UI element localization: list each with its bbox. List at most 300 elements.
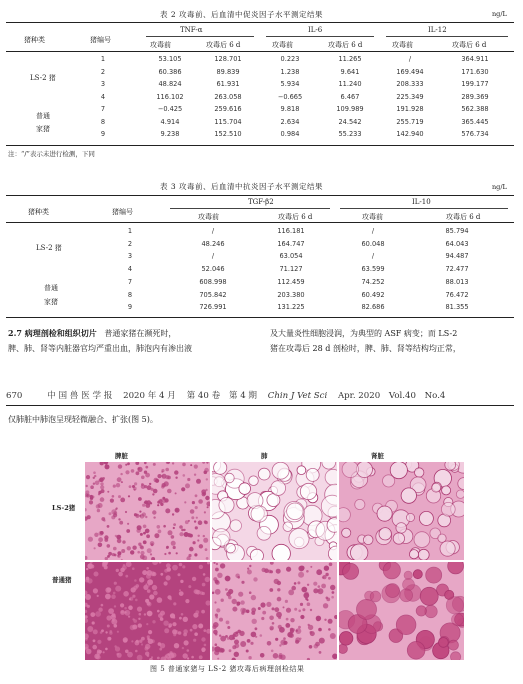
table2-row-id: 8 xyxy=(100,117,106,126)
tissue-cell xyxy=(202,649,205,652)
tissue-cell xyxy=(86,494,88,496)
tissue-cell xyxy=(379,528,391,540)
tissue-cell xyxy=(172,629,177,634)
tissue-cell xyxy=(157,610,160,613)
table2-row-id: 4 xyxy=(100,92,106,101)
tissue-cell xyxy=(150,553,152,555)
tissue-cell xyxy=(318,628,322,632)
table3-cell: / xyxy=(211,227,215,235)
tissue-cell xyxy=(216,608,220,612)
tissue-cell xyxy=(179,591,184,596)
tissue-cell xyxy=(139,515,141,517)
table2-cell: 11.265 xyxy=(338,55,362,63)
tissue-cell xyxy=(330,585,335,590)
tissue-cell xyxy=(278,616,281,619)
tissue-cell xyxy=(183,653,188,658)
tissue-cell xyxy=(181,613,184,616)
figure-panel-spleen-ls2 xyxy=(85,462,210,560)
tissue-cell xyxy=(215,614,218,617)
tissue-cell xyxy=(96,504,100,508)
tissue-cell xyxy=(445,462,456,470)
tissue-cell xyxy=(166,563,171,568)
spleen-common-micrograph xyxy=(85,562,210,660)
tissue-cell xyxy=(401,488,416,503)
tissue-cell xyxy=(86,568,88,570)
tissue-cell xyxy=(133,487,137,491)
tissue-cell xyxy=(168,530,173,535)
tissue-cell xyxy=(120,603,124,607)
tissue-cell xyxy=(120,473,122,475)
tissue-cell xyxy=(107,625,110,628)
tissue-cell xyxy=(115,535,117,537)
tissue-cell xyxy=(86,475,90,479)
tissue-cell xyxy=(166,546,169,549)
tissue-cell xyxy=(249,565,251,567)
tissue-cell xyxy=(168,625,171,628)
tissue-cell xyxy=(213,630,218,635)
tissue-cell xyxy=(129,597,133,601)
tissue-cell xyxy=(262,611,266,615)
tissue-cell xyxy=(247,568,249,570)
tissue-cell xyxy=(86,485,88,487)
tissue-cell xyxy=(182,565,185,568)
issue-date-cn: 2020 年 4 月 xyxy=(123,391,176,401)
tissue-cell xyxy=(201,610,205,614)
tissue-cell xyxy=(97,640,101,644)
table3-sub-after: 攻毒后 6 d xyxy=(446,213,481,221)
tissue-cell xyxy=(206,478,208,480)
tissue-cell xyxy=(136,640,139,643)
table3-row-id: 3 xyxy=(127,252,133,261)
table3-tgf-rule xyxy=(170,208,330,209)
spleen-ls2-micrograph xyxy=(85,462,210,560)
table3-row-id: 2 xyxy=(127,239,133,248)
tissue-cell xyxy=(297,466,306,475)
tissue-cell xyxy=(187,478,190,481)
tissue-cell xyxy=(441,502,455,516)
tissue-cell xyxy=(111,594,116,599)
tissue-cell xyxy=(88,537,93,542)
tissue-cell xyxy=(130,550,134,554)
tissue-cell xyxy=(310,566,312,568)
tissue-cell xyxy=(139,511,141,513)
tissue-cell xyxy=(145,466,148,469)
tissue-cell xyxy=(145,647,149,651)
tissue-cell xyxy=(201,637,205,641)
tissue-cell xyxy=(328,619,333,624)
tissue-cell xyxy=(205,548,208,551)
tissue-cell xyxy=(123,637,128,642)
tissue-cell xyxy=(324,566,329,571)
tissue-cell xyxy=(407,642,425,660)
tissue-cell xyxy=(196,479,201,484)
tissue-cell xyxy=(321,584,326,589)
tissue-cell xyxy=(153,516,155,518)
tissue-cell xyxy=(184,501,186,503)
tissue-cell xyxy=(168,552,171,555)
tissue-cell xyxy=(127,652,133,658)
table3-cell: 112.459 xyxy=(277,277,305,286)
tissue-cell xyxy=(92,621,95,624)
tissue-cell xyxy=(90,565,94,569)
tissue-cell xyxy=(188,554,191,557)
tissue-cell xyxy=(118,518,120,520)
tissue-cell xyxy=(136,529,140,533)
tissue-cell xyxy=(325,469,337,485)
tissue-cell xyxy=(215,646,221,652)
tissue-cell xyxy=(202,492,206,496)
tissue-cell xyxy=(148,639,153,644)
tissue-cell xyxy=(203,629,206,632)
table3-cell: 94.487 xyxy=(445,252,469,261)
tissue-cell xyxy=(214,462,227,474)
table2-note: 注：“/”表示未进行检测，下同 xyxy=(8,150,95,158)
tissue-cell xyxy=(98,543,103,548)
tissue-cell xyxy=(258,468,270,480)
tissue-cell xyxy=(184,532,189,537)
table3-cell: 71.127 xyxy=(279,265,303,274)
table3-cell: 63.054 xyxy=(279,252,303,261)
table3-sub-before: 攻毒前 xyxy=(198,213,219,221)
tissue-cell xyxy=(164,481,169,486)
table3-cell: 726.991 xyxy=(199,303,227,312)
tissue-cell xyxy=(96,655,101,660)
tissue-cell xyxy=(109,512,112,515)
tissue-cell xyxy=(121,549,125,553)
section-right-column xyxy=(270,326,461,356)
tissue-cell xyxy=(370,591,381,602)
tissue-cell xyxy=(85,594,91,600)
tissue-cell xyxy=(107,587,112,592)
tissue-cell xyxy=(250,642,253,645)
tissue-cell xyxy=(112,495,115,498)
figure-row-label-common: 普通猪 xyxy=(52,576,72,584)
tissue-cell xyxy=(158,613,163,618)
tissue-cell xyxy=(152,572,155,575)
tissue-cell xyxy=(221,599,224,602)
tissue-cell xyxy=(192,624,197,629)
tissue-cell xyxy=(406,513,414,521)
tissue-cell xyxy=(98,537,103,542)
tissue-cell xyxy=(247,570,252,575)
table3-cell: 608.998 xyxy=(199,277,227,286)
tissue-cell xyxy=(153,463,156,466)
tissue-cell xyxy=(285,600,288,603)
tissue-cell xyxy=(148,630,152,634)
tissue-cell xyxy=(165,468,169,472)
tissue-cell xyxy=(140,533,143,536)
tissue-cell xyxy=(161,475,163,477)
table2-top-rule xyxy=(6,22,514,23)
tissue-cell xyxy=(266,602,271,607)
tissue-cell xyxy=(198,535,200,537)
section-left-column xyxy=(8,326,192,356)
table3-cell: 60.492 xyxy=(361,290,385,299)
table3-breed-ls2: LS-2 猪 xyxy=(36,244,62,252)
tissue-cell xyxy=(185,599,189,603)
tissue-cell xyxy=(308,624,310,626)
issue-en: No.4 xyxy=(424,391,446,401)
tissue-cell xyxy=(306,570,309,573)
tissue-cell xyxy=(234,652,239,657)
tissue-cell xyxy=(319,651,322,654)
table2-cell: 116.102 xyxy=(156,92,184,101)
tissue-cell xyxy=(105,631,107,633)
table3-cell: 88.013 xyxy=(445,277,469,286)
tissue-cell xyxy=(323,603,328,608)
issue-date-en: Apr. 2020 xyxy=(337,391,381,401)
tissue-cell xyxy=(322,575,326,579)
table2-cell: 115.704 xyxy=(214,117,242,126)
tissue-cell xyxy=(339,644,347,653)
table3-cell: 131.225 xyxy=(277,303,305,312)
tissue-cell xyxy=(143,525,147,529)
tissue-cell xyxy=(146,567,149,570)
tissue-cell xyxy=(215,580,219,584)
table2-cell: 225.349 xyxy=(396,92,424,101)
tissue-cell xyxy=(105,648,108,651)
tissue-cell xyxy=(124,607,127,610)
tissue-cell xyxy=(220,563,225,568)
tissue-cell xyxy=(432,483,441,492)
tissue-cell xyxy=(161,471,163,473)
tissue-cell xyxy=(207,506,209,508)
tissue-cell xyxy=(203,538,208,543)
tissue-cell xyxy=(225,576,231,582)
tissue-cell xyxy=(117,477,122,482)
table2-group-tnf: TNF-α xyxy=(180,26,203,34)
tissue-cell xyxy=(329,563,333,567)
lung-common-micrograph xyxy=(212,562,337,660)
tissue-cell xyxy=(255,627,258,630)
tissue-cell xyxy=(269,616,274,621)
tissue-cell xyxy=(195,506,198,509)
tissue-cell xyxy=(286,618,289,621)
tissue-cell xyxy=(117,653,122,658)
issue-cn: 第 4 期 xyxy=(228,391,258,401)
tissue-cell xyxy=(181,487,185,491)
table2-cell: 61.931 xyxy=(216,80,240,88)
tissue-cell xyxy=(240,641,246,647)
tissue-cell xyxy=(128,616,130,618)
figure-col-label-kidney: 肾脏 xyxy=(371,452,384,460)
table2-cell: 53.105 xyxy=(158,55,182,63)
tissue-cell xyxy=(383,562,400,579)
tissue-cell xyxy=(132,618,134,620)
tissue-cell xyxy=(174,643,179,648)
tissue-cell xyxy=(251,506,267,522)
tissue-cell xyxy=(283,606,285,608)
tissue-cell xyxy=(117,631,119,633)
tissue-cell xyxy=(241,581,244,584)
tissue-cell xyxy=(153,489,158,494)
tissue-cell xyxy=(227,626,230,629)
tissue-cell xyxy=(172,513,174,515)
tissue-cell xyxy=(93,588,98,593)
tissue-cell xyxy=(119,521,123,525)
tissue-cell xyxy=(290,618,294,622)
table2-cell: 263.058 xyxy=(214,92,242,101)
tissue-cell xyxy=(300,603,303,606)
tissue-cell xyxy=(112,553,115,556)
tissue-cell xyxy=(190,509,195,514)
tissue-cell xyxy=(415,468,424,477)
tissue-cell xyxy=(123,591,129,597)
tissue-cell xyxy=(194,520,196,522)
table2-col-breed: 猪种类 xyxy=(24,36,45,44)
tissue-cell xyxy=(93,471,96,474)
table2-cell: 4.914 xyxy=(160,117,180,126)
table3-sub-after: 攻毒后 6 d xyxy=(278,213,313,221)
tissue-cell xyxy=(169,598,172,601)
tissue-cell xyxy=(230,520,242,532)
table2-sub-before: 攻毒前 xyxy=(272,41,293,49)
tissue-cell xyxy=(396,523,407,534)
tissue-cell xyxy=(166,575,171,580)
tissue-cell xyxy=(264,568,269,573)
page-number: 670 xyxy=(6,391,23,401)
lung-ls2-micrograph xyxy=(212,462,337,560)
tissue-cell xyxy=(107,544,111,548)
tissue-cell xyxy=(357,599,377,619)
tissue-cell xyxy=(101,604,104,607)
table2-row-id: 1 xyxy=(100,55,106,63)
tissue-cell xyxy=(214,601,216,603)
tissue-cell xyxy=(145,652,149,656)
table2-bottom-rule xyxy=(6,145,514,146)
tissue-cell xyxy=(92,645,97,650)
tissue-cell xyxy=(118,572,123,577)
tissue-cell xyxy=(213,625,217,629)
table2-cell: 259.616 xyxy=(214,105,242,113)
tissue-cell xyxy=(191,656,194,659)
tissue-cell xyxy=(90,485,94,489)
tissue-cell xyxy=(328,628,331,631)
tissue-cell xyxy=(202,583,206,587)
tissue-cell xyxy=(152,585,157,590)
tissue-cell xyxy=(153,591,158,596)
table2-il6-rule xyxy=(266,36,374,37)
tissue-cell xyxy=(125,470,129,474)
tissue-cell xyxy=(175,508,180,513)
tissue-cell xyxy=(114,605,116,607)
tissue-cell xyxy=(339,508,350,522)
page-header xyxy=(6,389,516,401)
tissue-cell xyxy=(173,616,175,618)
table3-top-rule xyxy=(6,195,514,196)
tissue-cell xyxy=(121,610,124,613)
tissue-cell xyxy=(147,485,152,490)
tissue-cell xyxy=(339,632,353,646)
tissue-cell xyxy=(194,589,199,594)
tissue-cell xyxy=(217,573,222,578)
section-heading: 2.7 病理剖检和组织切片 xyxy=(8,328,97,338)
figure-col-label-spleen: 脾脏 xyxy=(115,452,128,460)
tissue-cell xyxy=(160,573,163,576)
table2-cell: 2.634 xyxy=(280,117,300,126)
tissue-cell xyxy=(195,494,198,497)
tissue-cell xyxy=(175,477,177,479)
tissue-cell xyxy=(249,476,259,486)
tissue-cell xyxy=(183,633,187,637)
journal-name-en: Chin J Vet Sci xyxy=(267,391,328,401)
tissue-cell xyxy=(146,623,148,625)
table2-cell: 5.934 xyxy=(280,80,300,88)
tissue-cell xyxy=(118,495,121,498)
table3-row-id: 7 xyxy=(127,277,133,286)
tissue-cell xyxy=(300,566,305,571)
tissue-cell xyxy=(194,632,198,636)
tissue-cell xyxy=(198,624,203,629)
tissue-cell xyxy=(125,464,127,466)
tissue-cell xyxy=(404,571,412,579)
tissue-cell xyxy=(107,525,110,528)
table3-cell: 48.246 xyxy=(201,239,225,248)
table2-unit: ng/L xyxy=(492,10,507,18)
tissue-cell xyxy=(152,510,156,514)
tissue-cell xyxy=(125,511,127,513)
page-header-rule xyxy=(6,405,514,406)
figure-panel-kidney-ls2 xyxy=(339,462,464,560)
tissue-cell xyxy=(89,500,93,504)
table3-breed-common-2: 家猪 xyxy=(44,298,58,306)
table2-cell: 48.824 xyxy=(158,80,182,88)
tissue-cell xyxy=(355,499,365,509)
table3-cell: / xyxy=(371,227,375,235)
figure-panel-spleen-common xyxy=(85,562,210,660)
tissue-cell xyxy=(172,622,176,626)
tissue-cell xyxy=(296,630,298,632)
table2-cell: 55.233 xyxy=(338,130,362,138)
continuation-text: 仅肺脏中肺泡呈现轻微融合、扩张(图 5)。 xyxy=(8,415,158,424)
tissue-cell xyxy=(149,594,154,599)
tissue-cell xyxy=(131,469,135,473)
tissue-cell xyxy=(257,526,271,540)
table3-cell: 85.794 xyxy=(445,227,469,235)
table3-cell: 63.599 xyxy=(361,265,385,274)
tissue-cell xyxy=(135,650,138,653)
tissue-cell xyxy=(190,629,193,632)
tissue-cell xyxy=(190,464,192,466)
volume-cn: 第 40 卷 xyxy=(186,391,221,401)
tissue-cell xyxy=(94,547,96,549)
tissue-cell xyxy=(164,628,169,633)
tissue-cell xyxy=(456,490,464,498)
tissue-cell xyxy=(442,486,451,495)
figure-col-label-lung: 肺 xyxy=(261,452,268,460)
table3-group-tgf: TGF-β2 xyxy=(248,198,274,206)
tissue-cell xyxy=(187,657,189,659)
table3-unit: ng/L xyxy=(492,183,507,191)
tissue-cell xyxy=(219,618,223,622)
tissue-cell xyxy=(448,562,464,574)
tissue-cell xyxy=(120,498,125,503)
tissue-cell xyxy=(274,579,279,584)
tissue-cell xyxy=(104,535,108,539)
table2-cell: 128.701 xyxy=(214,55,242,63)
table2-cell: 89.839 xyxy=(216,67,240,76)
tissue-cell xyxy=(215,643,218,646)
tissue-cell xyxy=(342,462,358,478)
tissue-cell xyxy=(205,489,207,491)
table3-cell: 81.355 xyxy=(445,303,469,312)
tissue-cell xyxy=(248,656,251,659)
tissue-cell xyxy=(188,585,191,588)
tissue-cell xyxy=(178,573,181,576)
table2-cell: 60.386 xyxy=(158,67,182,76)
tissue-cell xyxy=(125,575,128,578)
tissue-cell xyxy=(251,632,257,638)
